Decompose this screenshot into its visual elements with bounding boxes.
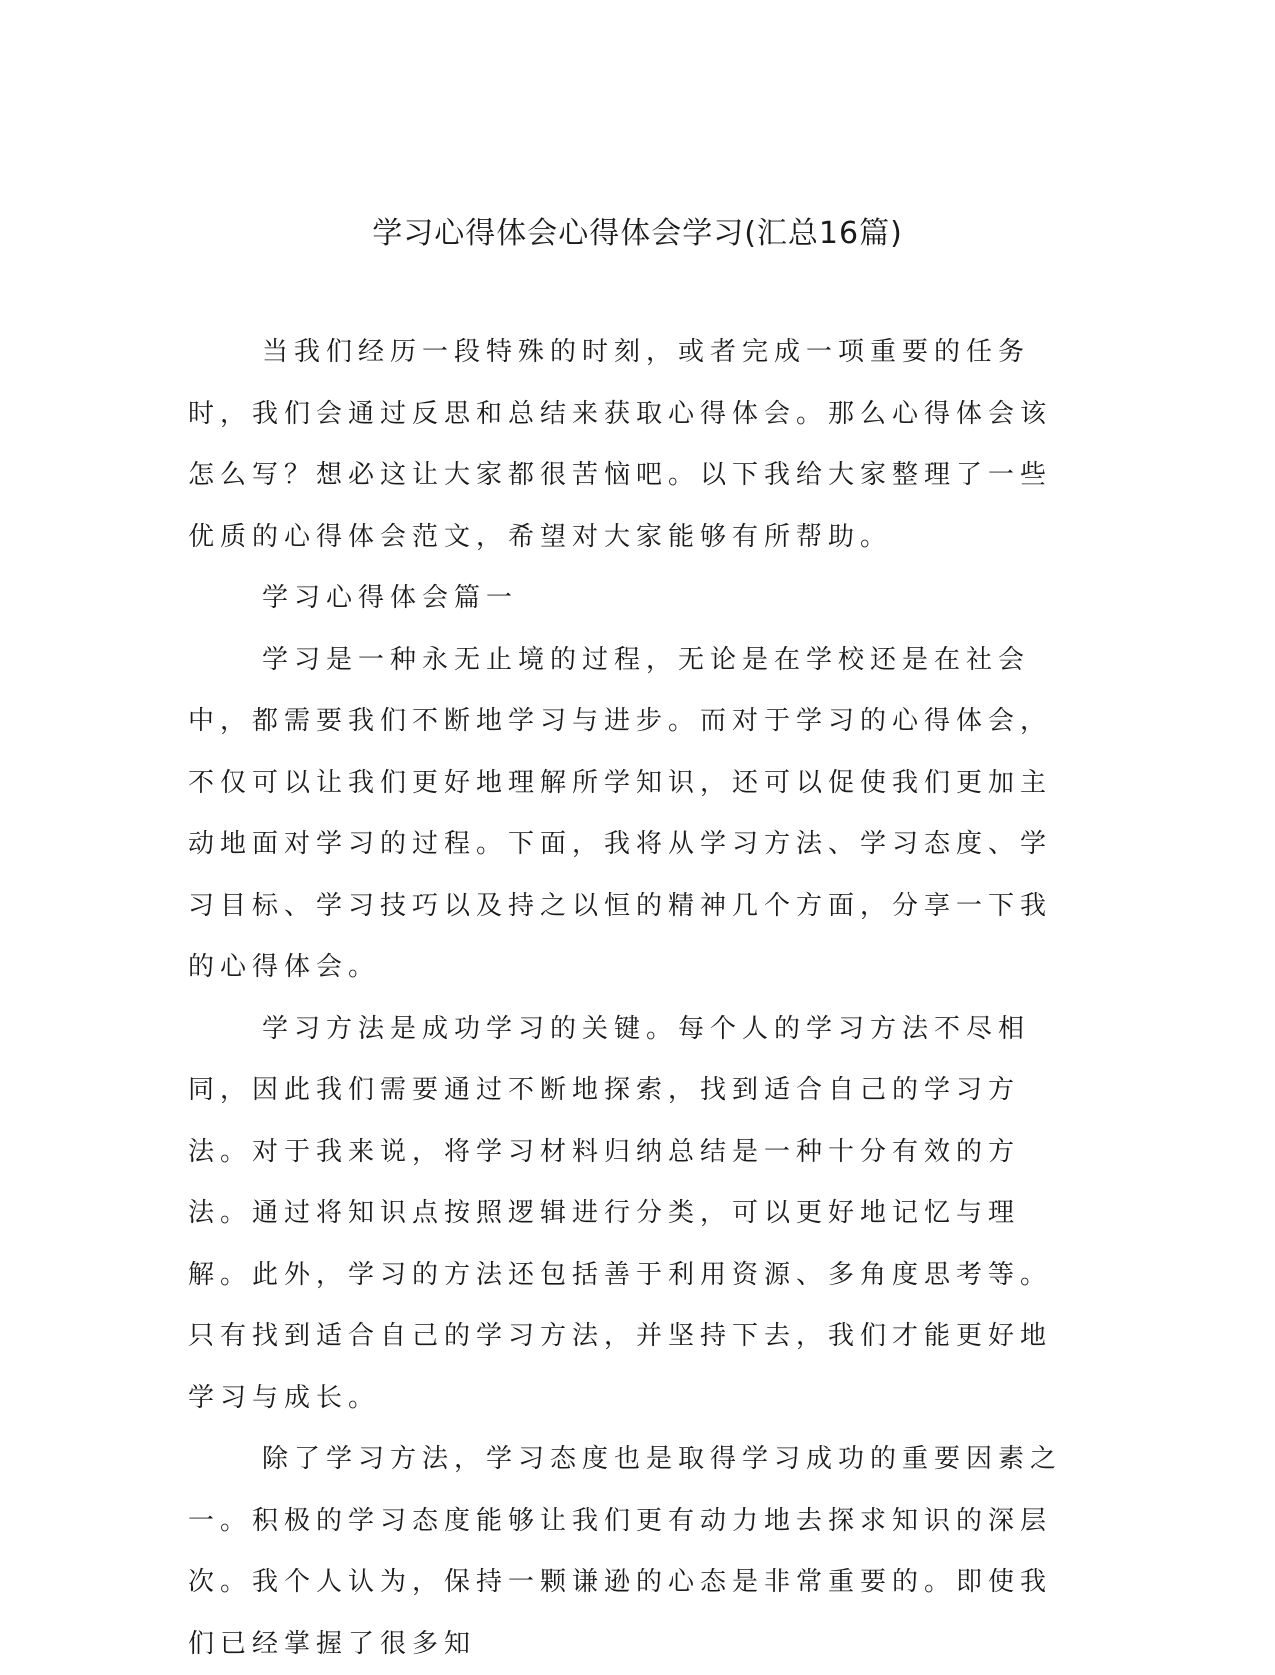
body-paragraph: 学习是一种永无止境的过程，无论是在学校还是在社会中，都需要我们不断地学习与进步。而对于学习的心得体会，不仅可以让我们更好地理解所学知识，还可以促使我们更加主动地面对学习的过程。下面，我将从学习方法、学习态度、学习目标、学习技巧以及持之以恒的精神几个方面，分享一下我的心得体会。 [188, 644, 1053, 982]
document-title: 学习心得体会心得体会学习(汇总16篇) [372, 216, 903, 251]
section-heading: 学习心得体会篇一 [262, 583, 519, 613]
body-paragraph: 学习方法是成功学习的关键。每个人的学习方法不尽相同，因此我们需要通过不断地探索，找到适合自己的学习方法。对于我来说，将学习材料归纳总结是一种十分有效的方法。通过将知识点按照逻辑进行分类，可以更好地记忆与理解。此外，学习的方法还包括善于利用资源、多角度思考等。只有找到适合自己的学习方法，并坚持下去，我们才能更好地学习与成长。 [188, 1013, 1053, 1413]
body-paragraph: 除了学习方法，学习态度也是取得学习成功的重要因素之一。积极的学习态度能够让我们更有动力地去探求知识的深层次。我个人认为，保持一颗谦逊的心态是非常重要的。即使我们已经掌握了很多知 [188, 1444, 1063, 1659]
document-body [188, 322, 1078, 1675]
intro-paragraph: 当我们经历一段特殊的时刻，或者完成一项重要的任务时，我们会通过反思和总结来获取心得体会。那么心得体会该怎么写？想必这让大家都很苦恼吧。以下我给大家整理了一些优质的心得体会范文，希望对大家能够有所帮助。 [188, 337, 1053, 552]
